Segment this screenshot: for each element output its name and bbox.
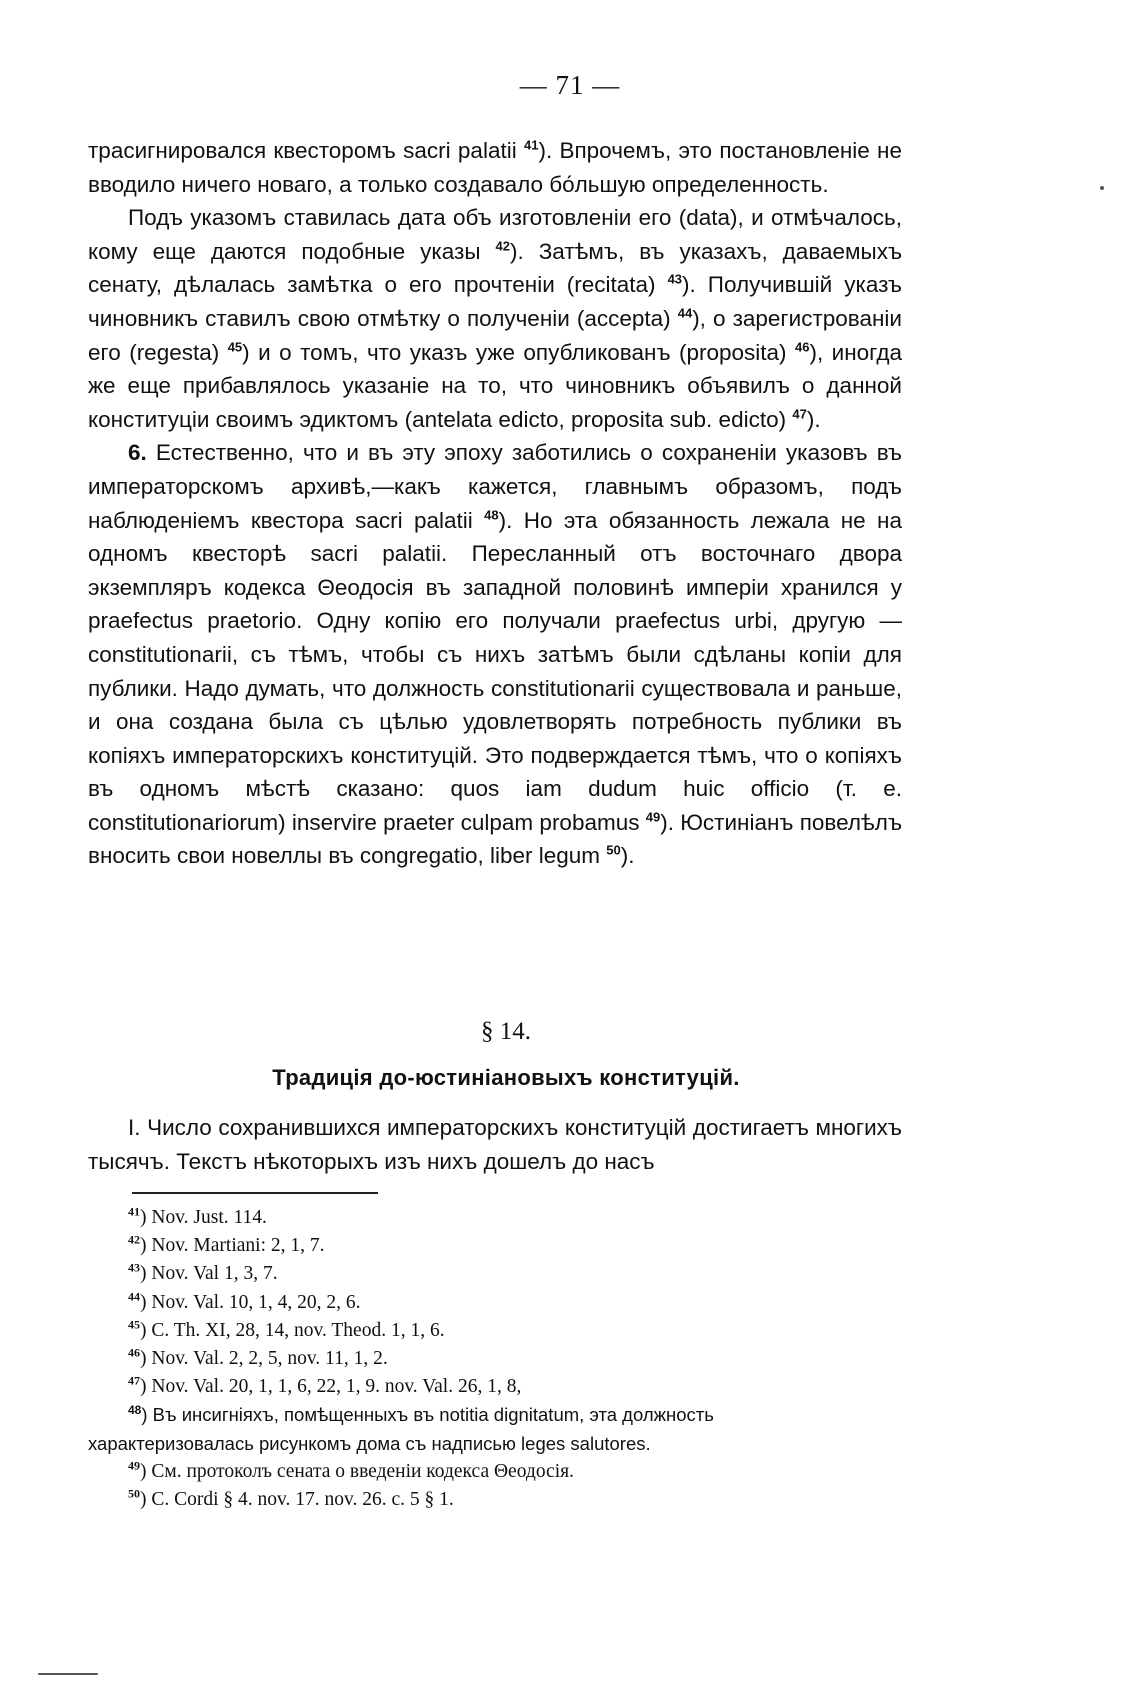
footnote-marker: 46 xyxy=(128,1345,140,1360)
footnote-41 xyxy=(88,1204,908,1232)
footnote-48 xyxy=(88,1401,908,1429)
paragraph-3: 6. Естественно, что и въ эту эпоху заботились о сохраненіи указовъ въ императорскомъ архивѣ,—какъ кажется, главнымъ образомъ, подъ наблюденіемъ квестора sacri palatii $^{48}$). Но эта обязанность лежала не на одномъ квесторѣ sacri palatii. Пересланный отъ восточнаго двора экземпляръ кодекса Θеодосія въ западной половинѣ имперіи хранился у praefectus praetorio. Одну копію его получали praefectus urbi, другую — constitutionarii, съ тѣмъ, чтобы съ нихъ затѣмъ были сдѣланы копіи для публики. Надо думать, что должность constitutionarii существовала и раньше, и она создана была съ цѣлью удовлетворять потребность публики въ копіяхъ императорскихъ конституцій. Это подверждается тѣмъ, что о копіяхъ въ одномъ мѣстѣ сказано: quos iam dudum huic officio (т. е. constitutionariorum) inservire praeter culpam probamus $^{49}$). Юстиніанъ повелѣлъ вносить свои новеллы въ congregatio, liber legum $^{50}$). xyxy=(88,440,903,869)
footnote-47 xyxy=(88,1373,908,1401)
footnote-text: ) C. Th. XI, 28, 14, nov. Theod. 1, 1, 6. xyxy=(140,1319,445,1341)
footnote-text: ) См. протоколъ сената о введеніи кодекса Θеодосія. xyxy=(140,1460,574,1482)
footnote-44 xyxy=(88,1289,908,1317)
paragraph-2: Подъ указомъ ставилась дата объ изготовленіи его (data), и отмѣчалось, кому еще даются подобные указы $^{42}$). Затѣмъ, въ указахъ, даваемыхъ сенату, дѣлалась замѣтка о его прочтеніи (recitata) $^{43}$). Получившій указъ чиновникъ ставилъ свою отмѣтку о полученіи (accepta) $^{44}$), о зарегистрованіи его (regesta) $^{45}$) и о томъ, что указъ уже опубликованъ (proposita) $^{46}$), иногда же еще прибавлялось указаніе на то, что чиновникъ объявилъ о данной конституціи своимъ эдиктомъ (antelata edicto, proposita sub. edicto) $^{47}$). xyxy=(88,205,903,432)
footnote-49 xyxy=(88,1458,908,1486)
footnote-text: ) Nov. Martiani: 2, 1, 7. xyxy=(140,1235,325,1257)
footnote-42 xyxy=(88,1232,908,1260)
footnote-marker: 48 xyxy=(128,1403,142,1418)
footnote-marker: 50 xyxy=(128,1486,140,1501)
footnote-text: ) Nov. Val. 2, 2, 5, nov. 11, 1, 2. xyxy=(140,1348,388,1370)
footnote-text: ) C. Cordi § 4. nov. 17. nov. 26. c. 5 § 1. xyxy=(140,1489,454,1511)
footnote-continuation: характеризовалась рисункомъ дома съ надписью leges salutores. xyxy=(88,1432,651,1454)
scan-speck xyxy=(1100,186,1104,190)
main-text xyxy=(88,134,902,873)
section-title: Традиція до-юстиніановыхъ конституцій. xyxy=(272,1065,740,1090)
footnote-46 xyxy=(88,1345,908,1373)
footnote-marker: 41 xyxy=(128,1204,140,1219)
footnote-text: ) Nov. Val. 20, 1, 1, 6, 22, 1, 9. nov. Val. 26, 1, 8, xyxy=(140,1376,522,1398)
page-number: — 71 — xyxy=(519,70,621,100)
scan-speck xyxy=(38,1673,98,1675)
footnote-marker: 47 xyxy=(128,1373,140,1388)
footnote-marker: 43 xyxy=(128,1260,140,1275)
footnote-text: ) Nov. Just. 114. xyxy=(140,1207,267,1228)
footnote-text: ) Nov. Val 1, 3, 7. xyxy=(140,1263,278,1285)
section-paragraph-text: I. Число сохранившихся императорскихъ конституцій достигаетъ многихъ тысячъ. Текстъ нѣкоторыхъ изъ нихъ дошелъ до насъ xyxy=(88,1115,902,1174)
footnote-marker: 45 xyxy=(128,1317,140,1332)
footnotes xyxy=(88,1204,908,1514)
footnote-rule xyxy=(132,1192,378,1194)
footnote-43 xyxy=(88,1260,908,1288)
section-number: § 14. xyxy=(481,1018,531,1045)
section-paragraph xyxy=(88,1111,902,1179)
footnote-marker: 49 xyxy=(128,1458,140,1473)
footnote-text: ) Въ инсигніяхъ, помѣщенныхъ въ notitia dignitatum, эта должность xyxy=(141,1404,714,1426)
footnote-marker: 42 xyxy=(128,1232,140,1247)
paragraph-1: трасигнировался квесторомъ sacri palatii $^{41}$). Впрочемъ, это постановленіе не вводило ничего новаго, а только создавало бо́льшую определенность. xyxy=(88,137,902,197)
footnote-marker: 44 xyxy=(128,1289,140,1304)
footnote-45 xyxy=(88,1317,908,1345)
footnote-text: ) Nov. Val. 10, 1, 4, 20, 2, 6. xyxy=(140,1291,361,1313)
footnote-50 xyxy=(88,1486,908,1514)
